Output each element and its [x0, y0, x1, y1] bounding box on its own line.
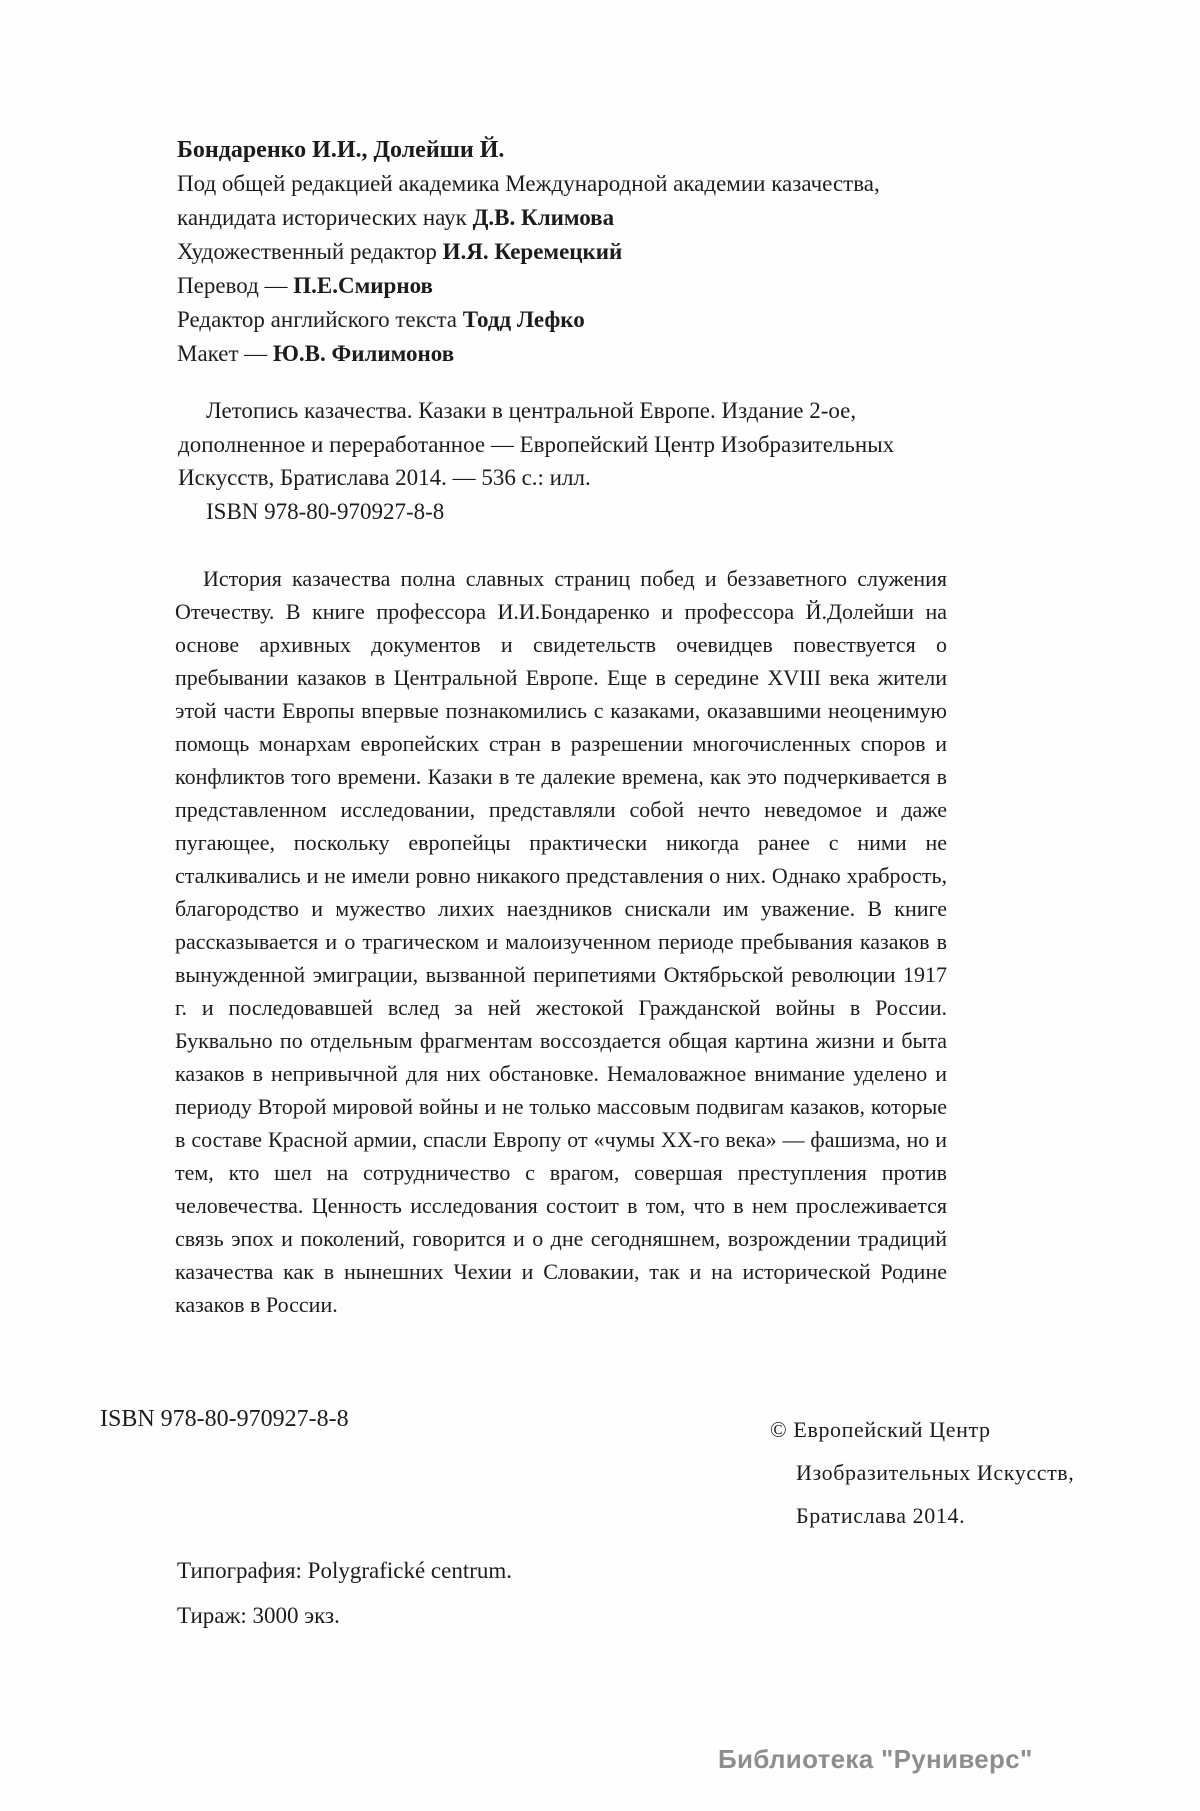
- credit-text: Макет —: [177, 341, 274, 366]
- credits-block: [177, 133, 967, 371]
- bibliographic-block: [178, 394, 950, 528]
- credit-name: Ю.В. Филимонов: [273, 341, 455, 366]
- credit-line-translator: [177, 269, 967, 303]
- print-run-line: Тираж: 3000 экз.: [177, 1603, 340, 1628]
- credit-text: кандидата исторических наук: [177, 205, 473, 230]
- credit-text: Перевод —: [177, 273, 294, 298]
- copyright-block: [770, 1408, 1074, 1537]
- copyright-line: Изобразительных Искусств,: [796, 1460, 1075, 1485]
- credit-name: И.Я. Керемецкий: [442, 239, 623, 264]
- credit-text: Художественный редактор: [177, 239, 443, 264]
- library-watermark: Библиотека "Руниверс": [718, 1744, 1033, 1774]
- credit-name: Д.В. Климова: [472, 205, 615, 230]
- credit-text: Под общей редакцией академика Международной академии казачества,: [177, 171, 880, 196]
- copyright-line: Братислава 2014.: [796, 1503, 966, 1528]
- authors-line: Бондаренко И.И., Долейши Й.: [177, 137, 505, 163]
- copyright-line: © Европейский Центр: [770, 1417, 991, 1442]
- printer-line: Типография: Polygrafické centrum.: [177, 1558, 513, 1583]
- colophon-block: [177, 1548, 512, 1638]
- credit-name: Тодд Лефко: [462, 307, 585, 332]
- credit-text: Редактор английского текста: [177, 307, 463, 332]
- credit-line-general-editor: [177, 201, 967, 235]
- bibliographic-description: Летопись казачества. Казаки в центральной Европе. Издание 2-ое, дополненное и переработанное — Европейский Центр Изобразительных Искусств, Братислава 2014. — 536 с.: илл.: [178, 398, 895, 490]
- annotation-paragraph: История казачества полна славных страниц побед и беззаветного служения Отечеству. В книге профессора И.И.Бондаренко и профессора Й.Долейши на основе архивных документов и свидетельств очевидцев повествуется о пребывании казаков в Центральной Европе. Еще в середине XVIII века жители этой части Европы впервые познакомились с казаками, оказавшими неоценимую помощь монархам европейских стран в разрешении многочисленных споров и конфликтов того времени. Казаки в те далекие времена, как это подчеркивается в представленном исследовании, представляли собой нечто неведомое и даже пугающее, поскольку европейцы практически никогда ранее с ними не сталкивались и не имели ровно никакого представления о них. Однако храбрость, благородство и мужество лихих наездников снискали им уважение. В книге рассказывается и о трагическом и малоизученном периоде пребывания казаков в вынужденной эмиграции, вызванной перипетиями Октябрьской революции 1917 г. и последовавшей вслед за ней жестокой Гражданской войны в России. Буквально по отдельным фрагментам воссоздается общая картина жизни и быта казаков в непривычной для них обстановке. Немаловажное внимание уделено и периоду Второй мировой войны и не только массовым подвигам казаков, которые в составе Красной армии, спасли Европу от «чумы XX-го века» — фашизма, но и тем, кто шел на сотрудничество с врагом, совершая преступления против человечества. Ценность исследования состоит в том, что в нем прослеживается связь эпох и поколений, говорится и о дне сегодняшнем, возрождении традиций казачества как в нынешних Чехии и Словакии, так и на исторической Родине казаков в России.: [175, 566, 947, 1317]
- bibliographic-isbn: ISBN 978-80-970927-8-8: [206, 498, 445, 524]
- credit-line-layout: [177, 337, 967, 371]
- credit-line-general-editor-intro: [177, 167, 967, 201]
- credit-name: П.Е.Смирнов: [293, 273, 433, 298]
- credit-line-english-editor: [177, 303, 967, 337]
- credit-line-art-editor: [177, 235, 967, 269]
- isbn-bottom: ISBN 978-80-970927-8-8: [100, 1406, 349, 1432]
